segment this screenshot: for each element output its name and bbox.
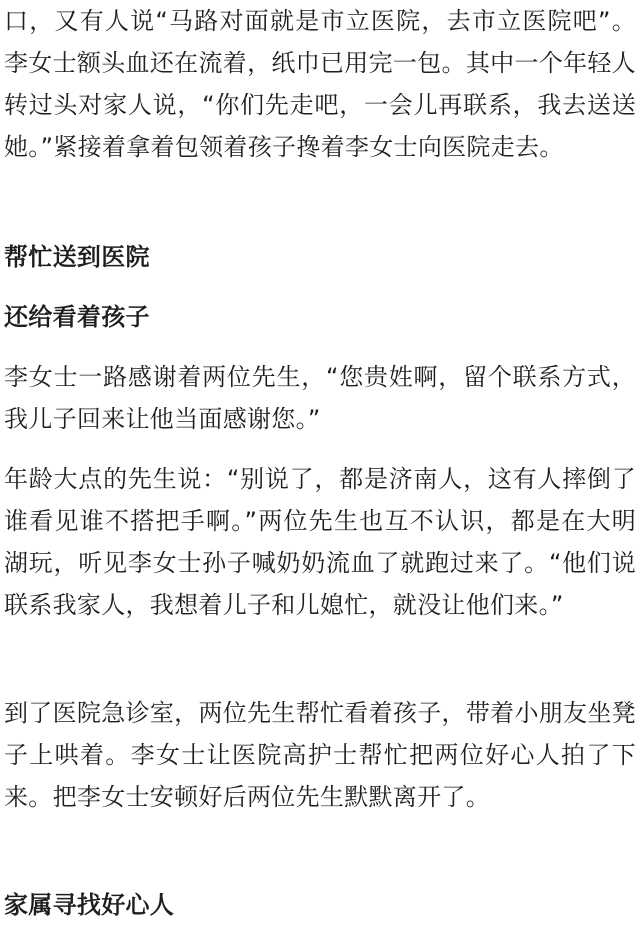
article-paragraph: 李女士一路感谢着两位先生，“您贵姓啊，留个联系方式，我儿子回来让他当面感谢您。” <box>4 363 636 433</box>
article-paragraph: 口，又有人说“马路对面就是市立医院，去市立医院吧”。李女士额头血还在流着，纸巾已用完一包。其中一个年轻人转过头对家人说，“你们先走吧，一会儿再联系，我去送送她。”紧接着拿着包领着孩子搀着李女士向医院走去。 <box>4 7 636 161</box>
article-paragraph: 年龄大点的先生说：“别说了，都是济南人，这有人摔倒了谁看见谁不搭把手啊。”两位先生也互不认识，都是在大明湖玩，听见李女士孙子喊奶奶流血了就跑过来了。“他们说联系我家人，我想着儿子和儿媳忙，就没让他们来。” <box>4 465 636 619</box>
article-paragraph: 到了医院急诊室，两位先生帮忙看着孩子，带着小朋友坐凳子上哄着。李女士让医院高护士帮忙把两位好心人拍了下来。把李女士安顿好后两位先生默默离开了。 <box>4 699 636 811</box>
section-heading: 帮忙送到医院 <box>4 243 150 271</box>
section-heading: 家属寻找好心人 <box>4 891 175 919</box>
section-heading: 还给看着孩子 <box>4 303 150 331</box>
